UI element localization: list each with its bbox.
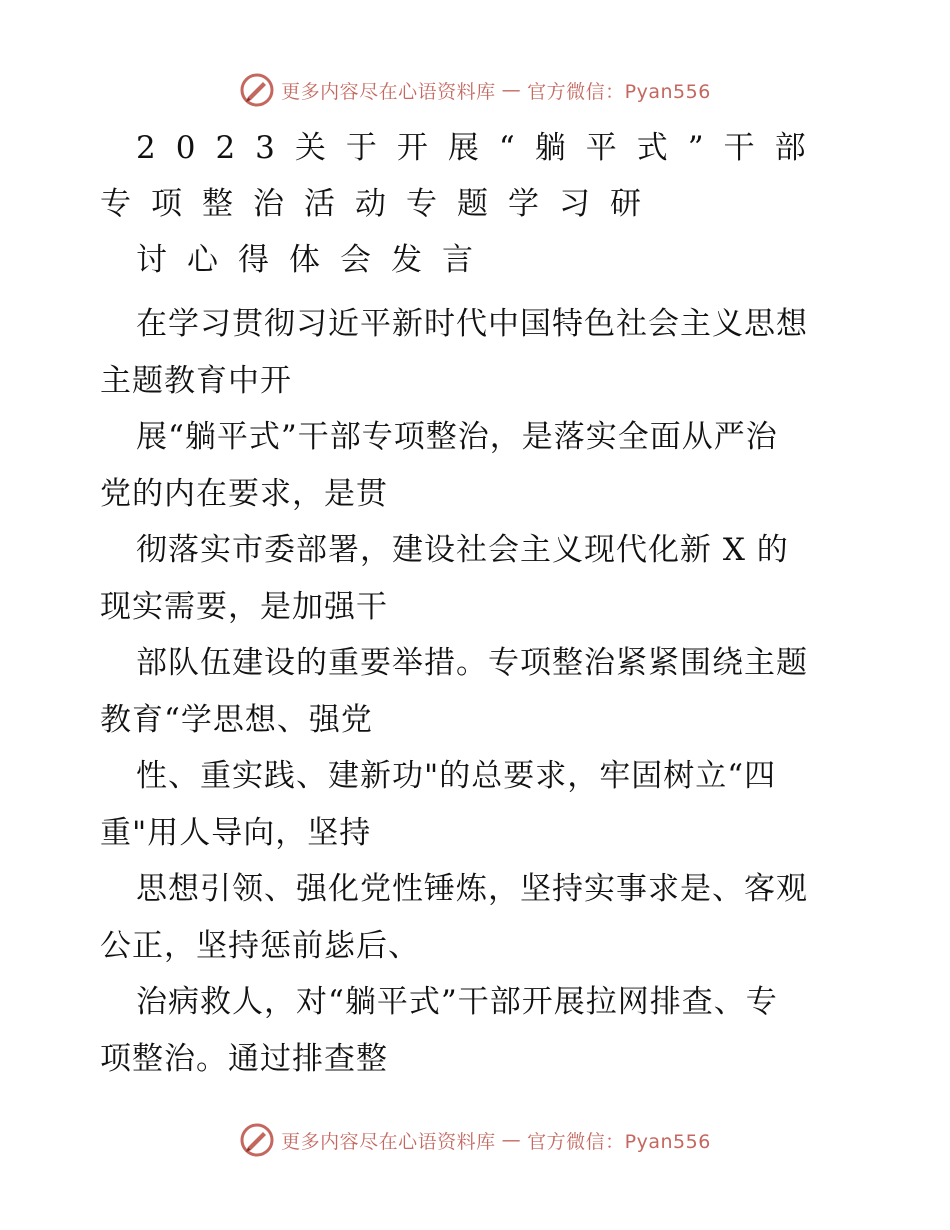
body-line: 公正，坚持惩前毖后、 [100, 927, 420, 964]
watermark-separator: — [501, 79, 522, 101]
document-title [100, 120, 860, 288]
body-line: 重"用人导向，坚持 [100, 814, 372, 851]
body-line: 部队伍建设的重要举措。专项整治紧紧围绕主题 [136, 645, 808, 681]
body-line: 在学习贯彻习近平新时代中国特色社会主义思想 [136, 306, 808, 342]
document-body [100, 296, 860, 1087]
body-line: 党的内在要求，是贯 [100, 475, 388, 512]
body-line: 主题教育中开 [100, 362, 292, 399]
watermark-text: 更多内容尽在心语资料库 [281, 1130, 496, 1153]
pen-logo-icon [239, 72, 275, 108]
title-line-2: 专项整治活动专题学习研 [100, 186, 661, 222]
watermark-separator: — [501, 1129, 522, 1151]
title-line-3: 讨心得体会发言 [136, 242, 493, 278]
body-line: 展“躺平式”干部专项整治，是落实全面从严治 [136, 419, 778, 455]
body-line: 思想引领、强化党性锤炼，坚持实事求是、客观 [136, 871, 808, 907]
body-line: 项整治。通过排查整 [100, 1040, 388, 1077]
title-line-1: 2023关于开展“躺平式”干部 [136, 130, 826, 166]
body-line: 教育“学思想、强党 [100, 701, 373, 738]
body-line: 彻落实市委部署，建设社会主义现代化新 X 的 [136, 532, 789, 568]
watermark-contact: 官方微信：Pyan556 [527, 1130, 711, 1153]
watermark-text: 更多内容尽在心语资料库 [281, 80, 496, 103]
footer-watermark [0, 1120, 950, 1160]
body-line: 现实需要，是加强干 [100, 588, 388, 625]
watermark-contact: 官方微信：Pyan556 [527, 80, 711, 103]
body-line: 性、重实践、建新功"的总要求，牢固树立“四 [136, 758, 777, 794]
body-line: 治病救人，对“躺平式”干部开展拉网排查、专 [136, 984, 778, 1020]
header-watermark [0, 70, 950, 110]
pen-logo-icon [239, 1122, 275, 1158]
